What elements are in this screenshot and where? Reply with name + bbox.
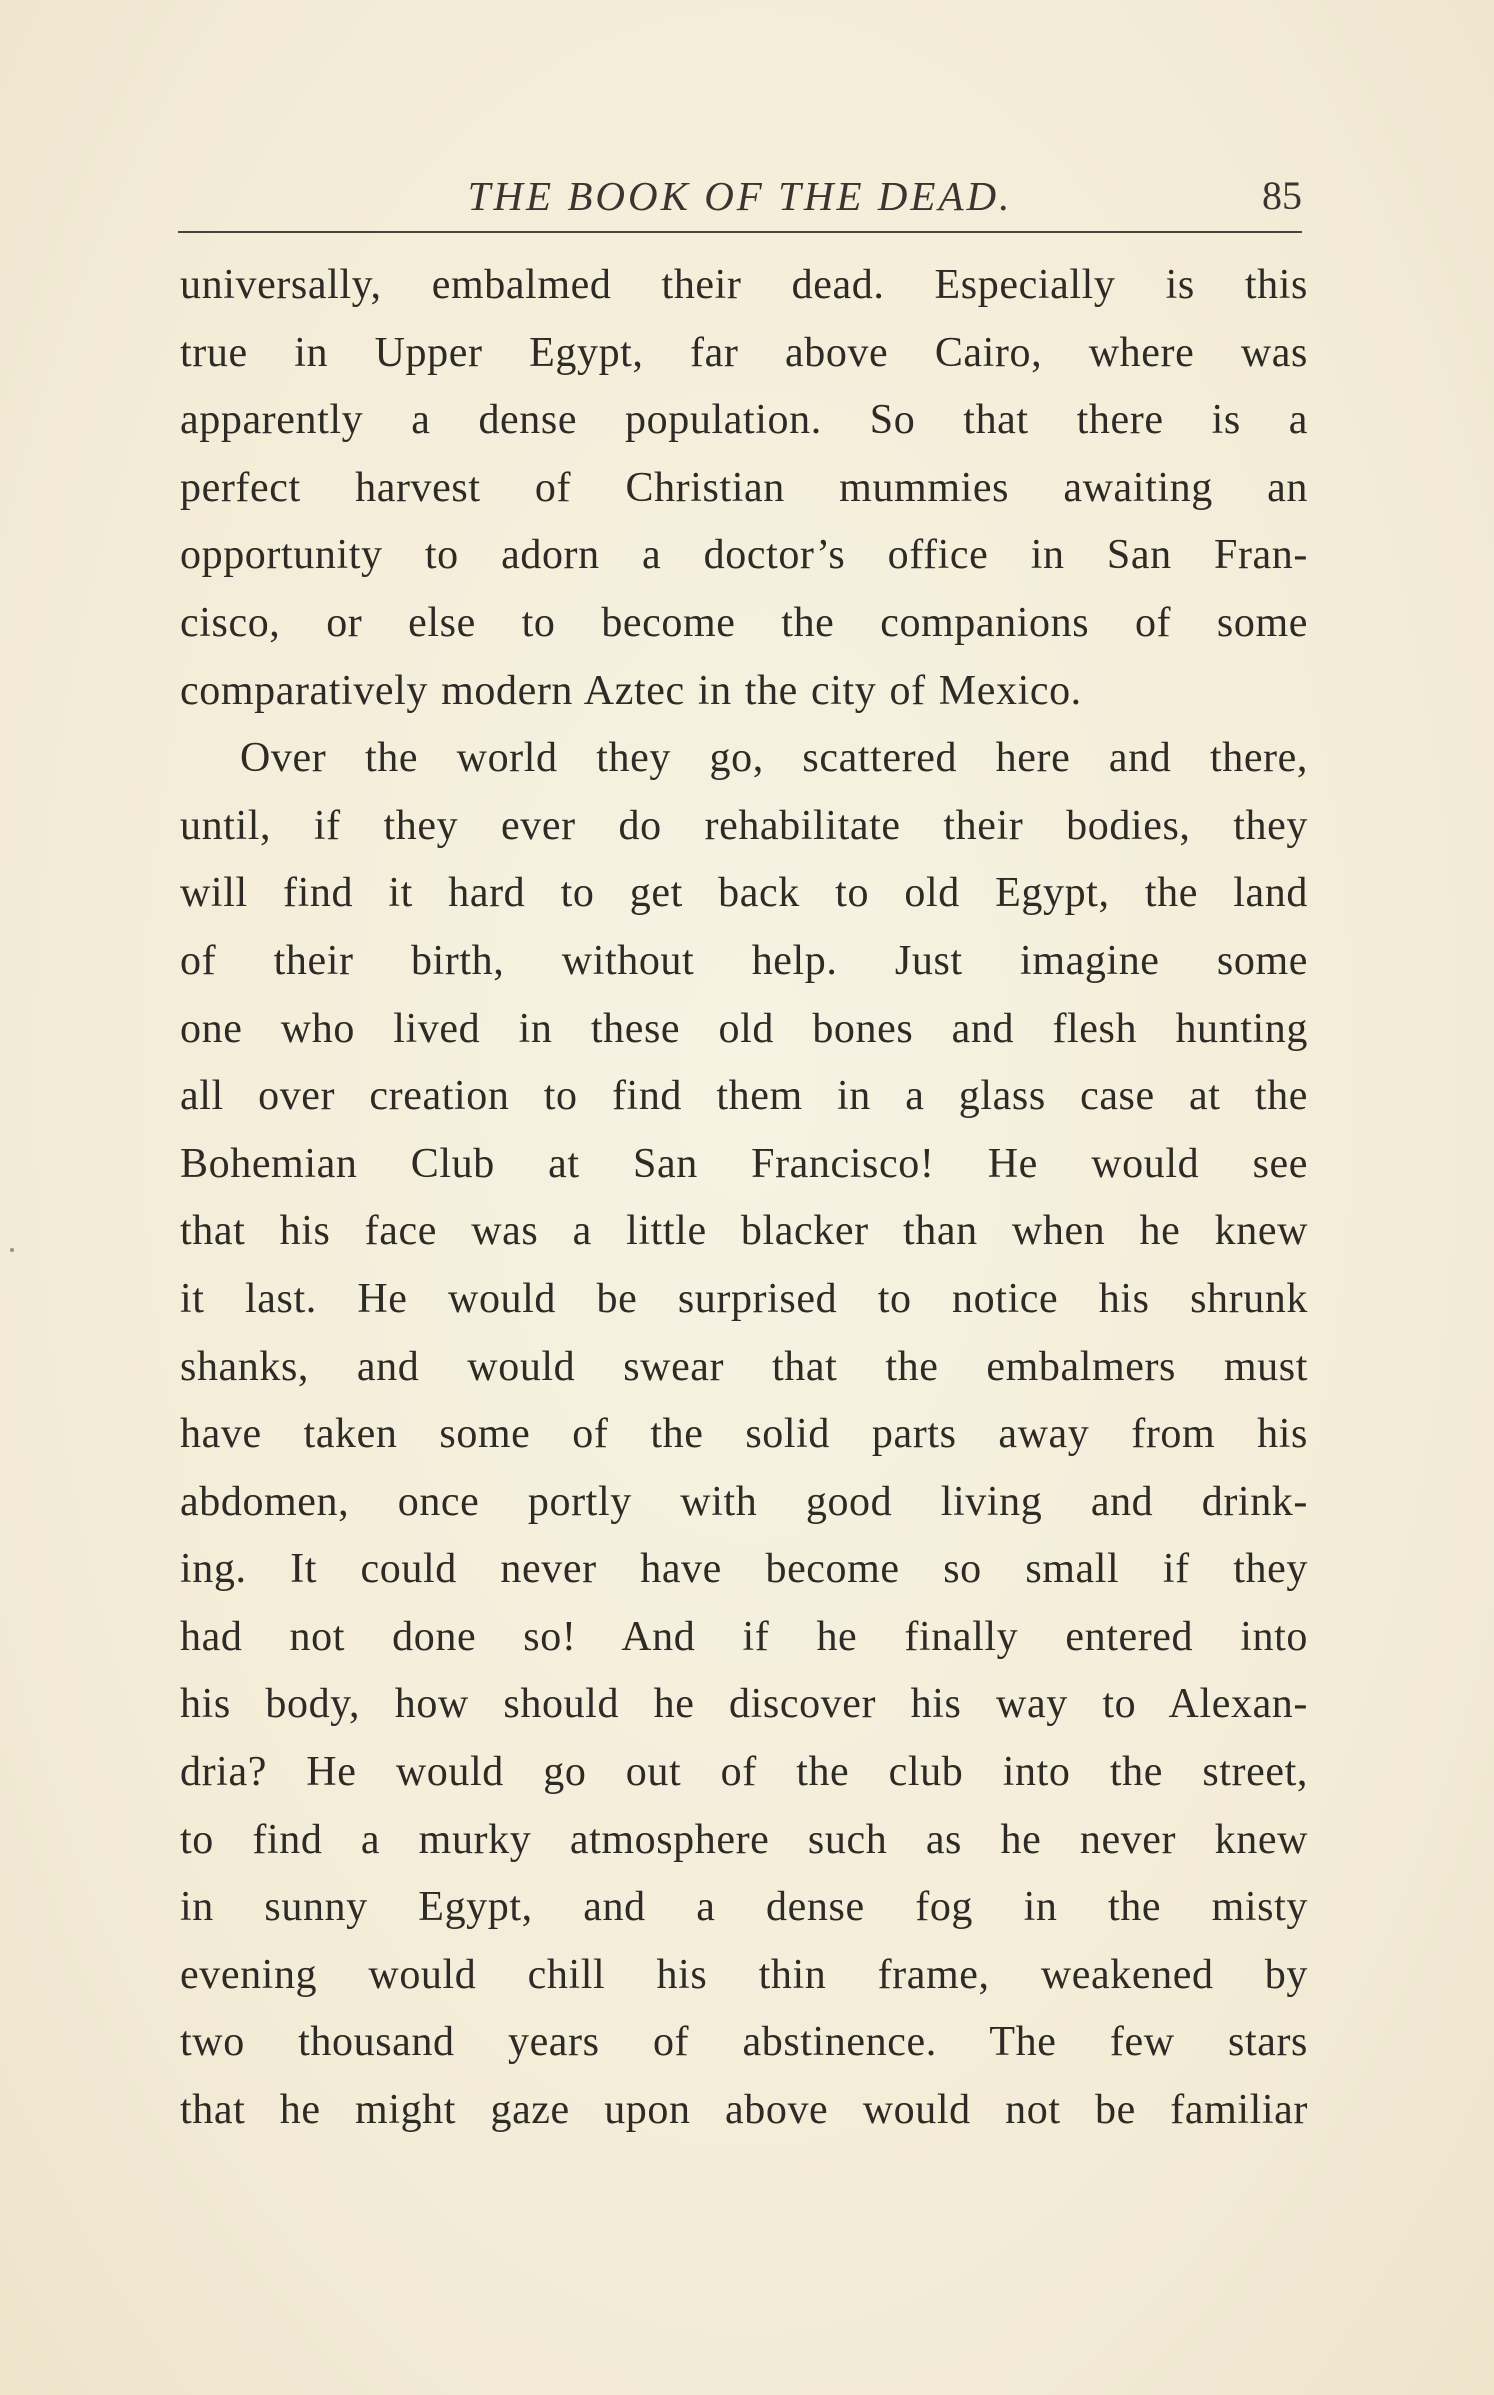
text-line: had not done so! And if he finally entered into <box>180 1613 1308 1660</box>
text-line: shanks, and would swear that the embalmers must <box>180 1343 1308 1390</box>
text-line: his body, how should he discover his way to Alexan- <box>180 1681 1308 1728</box>
text-line: universally, embalmed their dead. Especially is this <box>180 262 1308 308</box>
text-line: ing. It could never have become so small if they <box>180 1546 1308 1593</box>
text-line: that his face was a little blacker than when he knew <box>180 1208 1308 1255</box>
text-line: that he might gaze upon above would not be familiar <box>180 2087 1308 2134</box>
text-line: have taken some of the solid parts away from his <box>180 1411 1308 1458</box>
text-line: Bohemian Club at San Francisco! He would see <box>180 1140 1308 1187</box>
running-title: THE BOOK OF THE DEAD. <box>467 173 1013 219</box>
text-line: two thousand years of abstinence. The few stars <box>180 2019 1308 2066</box>
text-line: cisco, or else to become the companions of some <box>180 599 1308 646</box>
margin-speck <box>10 1248 14 1252</box>
text-line: evening would chill his thin frame, weakened by <box>180 1951 1308 1998</box>
text-line: all over creation to find them in a glass case at the <box>180 1073 1308 1120</box>
text-line: abdomen, once portly with good living and drink- <box>180 1478 1308 1525</box>
text-line: of their birth, without help. Just imagine some <box>180 937 1308 984</box>
text-line: dria? He would go out of the club into the street, <box>180 1749 1308 1796</box>
text-line: apparently a dense population. So that there is a <box>180 397 1308 444</box>
text-line: true in Upper Egypt, far above Cairo, where was <box>180 329 1308 376</box>
header-rule <box>178 231 1302 233</box>
page-number: 85 <box>1262 173 1302 218</box>
text-line: will find it hard to get back to old Egypt, the land <box>180 870 1308 917</box>
text-line: in sunny Egypt, and a dense fog in the misty <box>180 1884 1308 1931</box>
running-head <box>178 168 1302 228</box>
text-line: comparatively modern Aztec in the city of Mexico. <box>180 667 1082 714</box>
body-text <box>180 252 1308 2145</box>
text-line: it last. He would be surprised to notice his shrunk <box>180 1275 1308 1322</box>
text-line: until, if they ever do rehabilitate their bodies, they <box>180 802 1308 849</box>
text-line: opportunity to adorn a doctor’s office in San Fran- <box>180 532 1308 579</box>
text-line: to find a murky atmosphere such as he never knew <box>180 1816 1308 1863</box>
text-line: one who lived in these old bones and flesh hunting <box>180 1005 1308 1052</box>
text-line: perfect harvest of Christian mummies awaiting an <box>180 464 1308 511</box>
text-line: Over the world they go, scattered here and there, <box>240 735 1308 782</box>
